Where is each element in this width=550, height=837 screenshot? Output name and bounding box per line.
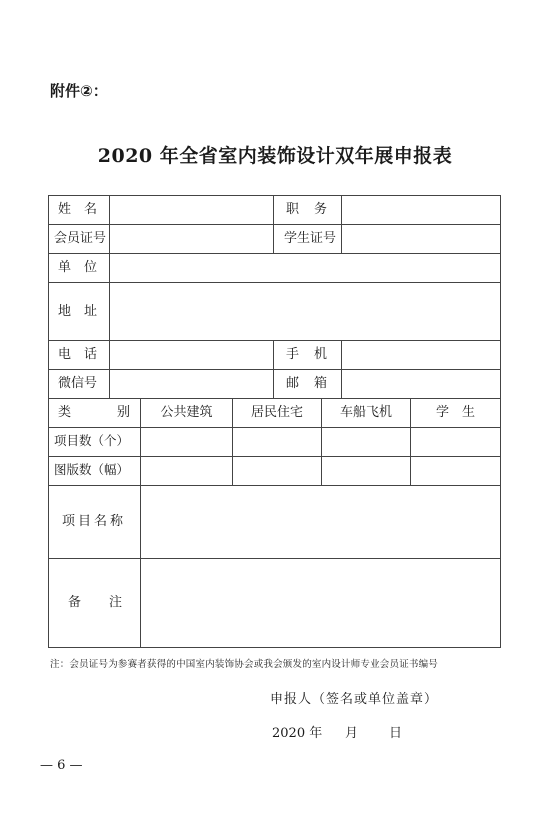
category-student: 学 生 <box>435 405 475 420</box>
remarks-label: 备 注 <box>68 595 122 610</box>
table-border-bottom <box>48 647 501 648</box>
project-count-public-field[interactable] <box>141 428 232 456</box>
email-label: 邮 箱 <box>286 376 327 391</box>
address-label: 地 址 <box>58 303 97 319</box>
phone-label: 电 话 <box>58 347 97 362</box>
footnote: 注：会员证号为参赛者获得的中国室内装饰协会或我会颁发的室内设计师专业会员证书编号 <box>50 659 439 670</box>
project-count-student-field[interactable] <box>411 428 500 456</box>
wechat-label: 微信号 <box>58 376 98 391</box>
date-day: 日 <box>389 726 403 741</box>
member-id-field[interactable] <box>110 225 273 253</box>
name-label: 姓 名 <box>58 202 97 217</box>
mobile-field[interactable] <box>342 341 500 369</box>
plate-count-vehicle-field[interactable] <box>322 457 410 485</box>
address-field[interactable] <box>110 283 500 340</box>
plate-count-residential-field[interactable] <box>233 457 321 485</box>
organization-field[interactable] <box>110 254 500 282</box>
applicant-signature-label: 申报人（签名或单位盖章） <box>270 692 439 707</box>
date-month: 月 <box>345 726 359 741</box>
project-name-label: 项目名称 <box>61 514 126 529</box>
attachment-label: 附件②： <box>50 82 108 100</box>
plate-count-label: 图版数（幅） <box>54 462 130 478</box>
mobile-label: 手 机 <box>286 347 327 362</box>
phone-field[interactable] <box>110 341 273 369</box>
plate-count-student-field[interactable] <box>411 457 500 485</box>
category-residential: 居民住宅 <box>250 405 303 420</box>
form-title: 2020 年全省室内装饰设计双年展申报表 <box>97 145 453 167</box>
project-count-label: 项目数（个） <box>54 433 130 449</box>
date-year: 2020 年 <box>272 726 323 741</box>
table-border-right <box>500 195 501 648</box>
email-field[interactable] <box>342 370 500 398</box>
remarks-field[interactable] <box>141 559 500 647</box>
category-public-building: 公共建筑 <box>160 405 213 420</box>
page-number: — 6 — <box>40 758 83 773</box>
member-id-label: 会员证号 <box>54 231 107 246</box>
project-name-field[interactable] <box>141 486 500 558</box>
organization-label: 单 位 <box>58 260 97 275</box>
student-id-label: 学生证号 <box>284 231 337 246</box>
position-field[interactable] <box>342 196 500 224</box>
project-count-residential-field[interactable] <box>233 428 321 456</box>
student-id-field[interactable] <box>342 225 500 253</box>
project-count-vehicle-field[interactable] <box>322 428 410 456</box>
wechat-field[interactable] <box>110 370 273 398</box>
category-vehicle: 车船飞机 <box>339 405 392 420</box>
name-field[interactable] <box>110 196 273 224</box>
category-label: 类 别 <box>58 405 130 420</box>
plate-count-public-field[interactable] <box>141 457 232 485</box>
position-label: 职 务 <box>286 202 327 217</box>
